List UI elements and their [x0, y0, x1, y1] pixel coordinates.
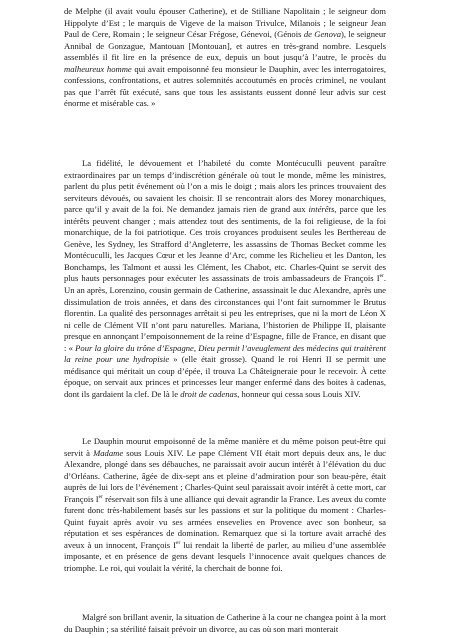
italic-text: de Genova: [303, 29, 341, 40]
italic-text: malheureux homme: [64, 63, 132, 74]
paragraph-2-text: [64, 158, 386, 400]
paragraph-4-text: [64, 612, 386, 635]
text-segment: qui avait empoisonné feu monsieur le Dauphin, avec les interrogatoires, confessions, confrontations, et autres solemnités accoutumés en procès criminel, ne voulant pas que l’arrêt fût exécuté, sans que tous les assistants eussent donné leur advis sur cest énorme et misérable cas. »: [64, 63, 386, 109]
text-segment: La fidélité, le dévouement et l’habileté du comte Montécuculli peuvent paraître extraordinaires par un temps d’indiscrétion générale où tout le monde, même les ministres, parlent du plus petit événement où l’on a mis le doigt ; mais alors les princes trouvaient des serviteurs dévoués, ou savaient les choisir. Il se rencontrait alors des Morey monarchiques, parce qu’il y avait de la foi. Ne demandez jamais rien de grand aux: [64, 158, 386, 215]
paragraph-4: [64, 612, 386, 635]
text-segment: réservait son fils à une alliance qui devait agrandir la France. Les aveux du comte furent donc très-habilement basés sur les passions et sur la politique du moment : Charles-Quint fuyait après avoir vu ses armées ensevelies en Provence avec son bonheur, sa réputation et ses espérances de domination. Remarquez que si la torture avait arraché des aveux à un innocent, François I: [64, 493, 387, 550]
text-segment: . Un an après, Lorenzino, cousin germain de Catherine, assassinait le duc Alexandre, après une dissimulation de trois années, et dans des circonstances qui l’ont fait surnommer le Brutus florentin. La qualité des personnages arrêtait si peu les entreprises, que ni la mort de Léon X ni celle de Clément VII n’ont paru naturelles. Mariana, l’historien de Philippe II, plaisante presque en annonçant l’empoisonnement de la reine d’Espagne, fille de France, en disant que : «: [64, 273, 386, 353]
superscript-text: er: [98, 493, 103, 500]
text-segment: ), le seigneur Annibal de Gonzague, Mantouan [Montouan], et autres en très-grand nombre. Lesquels assemblés il fit lire en la présence de eux, depuis un bout jusqu’à l’autre, le procès du: [64, 29, 387, 63]
paragraph-3-text: [64, 436, 386, 575]
italic-text: Madame: [93, 447, 124, 458]
superscript-text: er: [176, 540, 181, 547]
text-segment: lui rendait la liberté de parler, au milieu d’une assemblée imposante, et en présence de gens devant lesquels l’innocence avait quelques chances de triomphe. Le roi, qui voulait la vérité, la cherchait de bonne foi.: [64, 539, 386, 574]
text-segment: Malgré son brillant avenir, la situation de Catherine à la cour ne changea point à la mort du Dauphin ; sa stérilité faisait prévoir un divorce, au cas où son mari monterait: [64, 612, 386, 634]
italic-text: droit de cadenas: [180, 388, 238, 399]
text-segment: » (elle était grosse). Quand le roi Henri II se permit une médisance qui méritait un coup d’épée, il trouva La Châteigneraie pour le recevoir. À cette époque, on servait aux princes et princesses leur manger enfermé dans des boites à cadenas, dont ils gardaient la clef. De là le: [64, 354, 386, 399]
paragraph-3: [64, 436, 386, 575]
text-segment: de Melphe (il avait voulu épouser Catherine), et de Stilliane Napolitain ; le seigneur dom Hippolyte d’Est ; le marquis de Vigeve de la maison Trivulce, Milanois ; le seigneur Jean Paul de Cere, Romain ; le seigneur César Frégose, Génevoi, (Génois: [64, 6, 386, 40]
text-segment: , parce que les intérêts peuvent changer ; mais attendez tout des sentiments, de la foi religieuse, de la foi monarchique, de la foi patriotique. Ces trois croyances produisent seules les Berthereau de Genève, les Sydney, les Strafford d’Angleterre, les assassins de Thomas Becket comme les Montécuculli, les Jacques Cœur et les Jeanne d’Arc, comme les Richelieu et les Danton, les Bonchamps, les Talmont et aussi les Clément, les Chabot, etc. Charles-Quint se servit des plus hauts personnages pour exécuter les assassinats de trois ambassadeurs de François I: [64, 204, 386, 284]
text-segment: , honneur qui cessa sous Louis XIV.: [237, 388, 361, 399]
text-segment: Le Dauphin mourut empoisonné de la même manière et du même poison peut-être qui servit à: [64, 436, 386, 458]
paragraph-2: [64, 158, 386, 400]
paragraph-1-text: [64, 6, 386, 110]
superscript-text: er: [379, 273, 384, 280]
text-segment: sous Louis XIV. Le pape Clément VII était mort depuis deux ans, le duc Alexandre, plongé dans ses débauches, ne paraissait avoir aucun intérêt à l’élévation du duc d’Orléans. Catherine, âgée de dix-sept ans et pleine d’admiration pour son beau-père, était auprès de lui lors de l’événement ; Charles-Quint seul paraissait avoir intérêt à cette mort, car François I: [64, 447, 386, 504]
italic-text: intérêts: [308, 204, 335, 215]
paragraph-1: [64, 6, 386, 110]
italic-text: Pour la gloire du trône d’Espagne, Dieu permit l’aveuglement des médecins qui traitèrent la reine pour une hydropisie: [64, 342, 387, 365]
